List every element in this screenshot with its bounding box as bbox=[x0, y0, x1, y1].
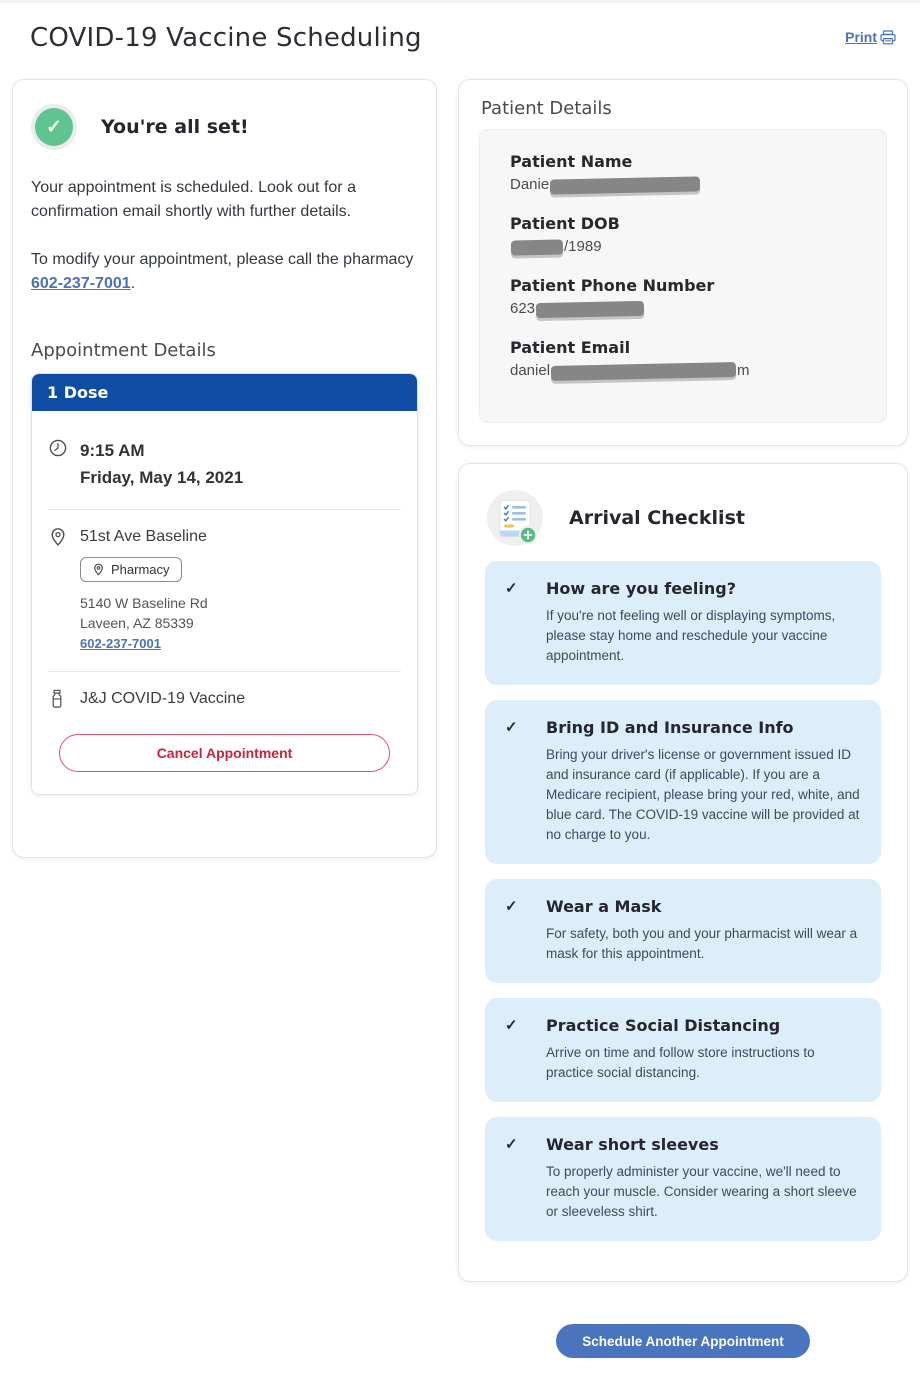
appointment-card bbox=[31, 373, 418, 795]
checklist-item-body bbox=[546, 896, 861, 964]
checklist-item-title: Bring ID and Insurance Info bbox=[546, 718, 794, 737]
checkmark-icon bbox=[505, 717, 546, 845]
redaction-scribble bbox=[550, 176, 700, 194]
arrival-checklist-header bbox=[487, 490, 881, 546]
checklist-item bbox=[485, 879, 881, 983]
patient-details-heading: Patient Details bbox=[481, 98, 612, 119]
checklist-item-description: If you're not feeling well or displaying symptoms, please stay home and reschedule your vaccine appointment. bbox=[546, 608, 836, 663]
appointment-time: 9:15 AM bbox=[80, 441, 145, 460]
arrival-checklist-title: Arrival Checklist bbox=[569, 507, 745, 529]
patient-field bbox=[510, 212, 856, 258]
vaccine-name: J&J COVID-19 Vaccine bbox=[80, 690, 246, 707]
checklist-item-title: Practice Social Distancing bbox=[546, 1016, 781, 1035]
schedule-another-appointment-button[interactable]: Schedule Another Appointment bbox=[556, 1324, 810, 1358]
clock-icon bbox=[48, 437, 70, 491]
patient-field-value bbox=[510, 174, 856, 196]
checklist-item bbox=[485, 561, 881, 685]
location-name: 51st Ave Baseline bbox=[80, 528, 207, 545]
modify-message bbox=[31, 248, 418, 296]
patient-field-value bbox=[510, 298, 856, 320]
appointment-card-body bbox=[32, 411, 417, 794]
checklist-item-description: Arrive on time and follow store instructions to practice social distancing. bbox=[546, 1045, 815, 1080]
page-header bbox=[12, 3, 908, 79]
address-line2: Laveen, AZ 85339 bbox=[80, 615, 194, 631]
patient-field-value-suffix: m bbox=[737, 362, 750, 379]
patient-field-value bbox=[510, 236, 856, 258]
appointment-date: Friday, May 14, 2021 bbox=[80, 468, 244, 487]
patient-field-label: Patient Name bbox=[510, 152, 633, 171]
checklist-item-body bbox=[546, 717, 861, 845]
patient-field-label: Patient Email bbox=[510, 338, 631, 357]
content-columns bbox=[12, 79, 908, 1358]
checklist-item bbox=[485, 1117, 881, 1241]
patient-details-card bbox=[458, 79, 908, 446]
arrival-checklist-card bbox=[458, 463, 908, 1282]
checklist-item-body bbox=[546, 1015, 861, 1083]
patient-field-value-prefix: daniel bbox=[510, 362, 551, 379]
map-pin-icon bbox=[92, 563, 105, 576]
checklist-item-title: How are you feeling? bbox=[546, 579, 736, 598]
location-badge-label: Pharmacy bbox=[111, 562, 170, 577]
checklist-item-title: Wear a Mask bbox=[546, 897, 662, 916]
checkmark-icon bbox=[505, 578, 546, 666]
redaction-scribble bbox=[551, 362, 736, 381]
vaccine-scheduling-page bbox=[0, 3, 920, 1384]
checkmark-icon bbox=[505, 1134, 546, 1222]
patient-field bbox=[510, 150, 856, 196]
patient-field-label: Patient DOB bbox=[510, 214, 620, 233]
checklist-item bbox=[485, 700, 881, 864]
location-phone-link[interactable]: 602-237-7001 bbox=[80, 636, 161, 651]
checklist-item-description: Bring your driver's license or government issued ID and insurance card (if applicable). If you are a Medicare recipient, please bring your red, white, and blue card. The COVID-19 vaccine will be provided at no charge to you. bbox=[546, 747, 860, 842]
right-column bbox=[458, 79, 908, 1358]
checklist-item-body bbox=[546, 578, 861, 666]
left-column bbox=[12, 79, 437, 858]
appointment-location-row bbox=[46, 510, 403, 653]
checklist-item-title: Wear short sleeves bbox=[546, 1135, 719, 1154]
redaction-scribble bbox=[511, 239, 563, 255]
cancel-appointment-button[interactable]: Cancel Appointment bbox=[59, 734, 390, 772]
modify-message-prefix: To modify your appointment, please call the pharmacy bbox=[31, 251, 414, 268]
confirmation-card bbox=[12, 79, 437, 858]
appointment-details-heading: Appointment Details bbox=[31, 340, 216, 361]
address-line1: 5140 W Baseline Rd bbox=[80, 595, 208, 611]
checkmark-icon bbox=[505, 1015, 546, 1083]
dose-header: 1 Dose bbox=[32, 374, 417, 411]
vaccine-vial-icon bbox=[48, 688, 70, 714]
location-type-badge bbox=[80, 557, 182, 582]
modify-message-suffix: . bbox=[130, 275, 136, 292]
patient-field bbox=[510, 336, 856, 382]
print-link[interactable] bbox=[845, 29, 896, 45]
print-link-label: Print bbox=[845, 29, 877, 45]
clipboard-plus-icon bbox=[487, 490, 543, 546]
page-title: COVID-19 Vaccine Scheduling bbox=[30, 23, 422, 53]
patient-field-value-prefix: Danie bbox=[510, 176, 550, 193]
footer bbox=[458, 1324, 908, 1358]
pharmacy-phone-link[interactable]: 602-237-7001 bbox=[31, 275, 131, 292]
check-circle-icon bbox=[31, 104, 77, 150]
patient-field bbox=[510, 274, 856, 320]
appointment-time-row bbox=[46, 421, 403, 491]
checklist-item bbox=[485, 998, 881, 1102]
patient-field-value-suffix: /1989 bbox=[564, 238, 602, 255]
confirmation-headline: You're all set! bbox=[101, 116, 249, 138]
confirmation-header bbox=[31, 104, 418, 150]
patient-field-label: Patient Phone Number bbox=[510, 276, 715, 295]
patient-details-box bbox=[479, 129, 887, 423]
checklist-item-description: For safety, both you and your pharmacist will wear a mask for this appointment. bbox=[546, 926, 858, 961]
patient-field-value-prefix: 623 bbox=[510, 300, 536, 317]
confirmation-message: Your appointment is scheduled. Look out for a confirmation email shortly with further details. bbox=[31, 179, 356, 220]
checklist-item-description: To properly administer your vaccine, we'll need to reach your muscle. Consider wearing a short sleeve or sleeveless shirt. bbox=[546, 1164, 857, 1219]
redaction-scribble bbox=[536, 300, 644, 317]
checklist-item-body bbox=[546, 1134, 861, 1222]
patient-field-value bbox=[510, 360, 856, 382]
appointment-vaccine-row bbox=[46, 672, 403, 714]
printer-icon bbox=[880, 30, 896, 45]
checkmark-icon bbox=[505, 896, 546, 964]
map-pin-icon bbox=[48, 526, 70, 653]
